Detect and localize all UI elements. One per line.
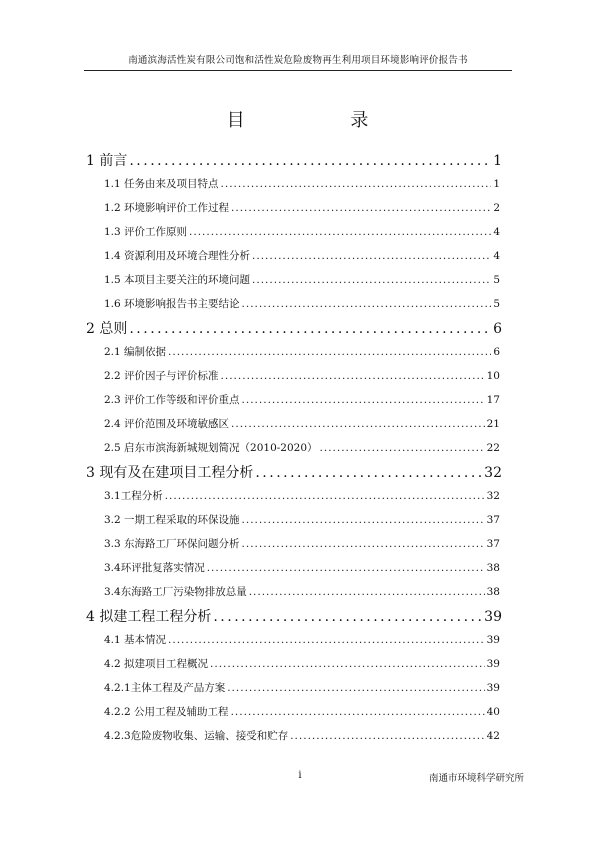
toc-leader-dots bbox=[210, 658, 485, 670]
toc-leader-dots bbox=[290, 730, 484, 742]
toc-leader-dots bbox=[231, 706, 485, 718]
toc-leader-dots bbox=[242, 514, 485, 526]
toc-entry[interactable] bbox=[104, 584, 500, 599]
footer-institution: 南通市环境科学研究所 bbox=[428, 773, 524, 784]
toc-entry[interactable] bbox=[104, 632, 500, 647]
toc-entry[interactable] bbox=[104, 416, 500, 431]
toc-entry[interactable] bbox=[104, 224, 500, 239]
toc-entry[interactable] bbox=[104, 488, 500, 503]
footer-page-number: i bbox=[298, 770, 302, 781]
toc-entry-label: 3.4东海路工厂污染物排放总量 bbox=[104, 586, 247, 598]
toc-entry-page: 39 bbox=[486, 682, 500, 694]
toc-entry-page: 5 bbox=[493, 274, 500, 286]
toc-entry-label: 4.1 基本情况 bbox=[104, 634, 167, 646]
toc-leader-dots bbox=[255, 465, 482, 481]
toc-entry-page: 37 bbox=[486, 538, 500, 550]
toc-entry-label: 3 现有及在建项目工程分析 bbox=[86, 465, 254, 481]
toc-entry-label: 2.3 评价工作等级和评价重点 bbox=[104, 394, 240, 406]
toc-entry-page: 22 bbox=[486, 442, 500, 454]
toc-entry-label: 3.3 东海路工厂环保问题分析 bbox=[104, 538, 240, 550]
toc-entry-label: 2 总则 bbox=[86, 321, 128, 337]
toc-entry-label: 4.2.1主体工程及产品方案 bbox=[104, 682, 226, 694]
toc-entry[interactable] bbox=[104, 368, 500, 383]
toc-entry-page: 4 bbox=[493, 226, 500, 238]
toc-entry-label: 2.4 评价范围及环境敏感区 bbox=[104, 418, 230, 430]
toc-entry-page: 39 bbox=[486, 634, 500, 646]
toc-entry-page: 6 bbox=[493, 346, 500, 358]
toc-entry-page: 21 bbox=[486, 418, 500, 430]
toc-entry[interactable] bbox=[104, 392, 500, 407]
toc-entry-page: 38 bbox=[486, 562, 500, 574]
toc-entry-label: 4 拟建工程工程分析 bbox=[86, 609, 212, 625]
toc-entry-page: 6 bbox=[493, 321, 502, 337]
toc-entry-page: 1 bbox=[493, 178, 500, 190]
toc-entry-page: 32 bbox=[484, 465, 502, 481]
toc-entry-page: 17 bbox=[486, 394, 500, 406]
toc-leader-dots bbox=[231, 202, 491, 214]
toc-entry-page: 40 bbox=[486, 706, 500, 718]
toc-leader-dots bbox=[242, 538, 485, 550]
toc-entry[interactable] bbox=[104, 248, 500, 263]
toc-leader-dots bbox=[242, 394, 485, 406]
toc-leader-dots bbox=[213, 609, 482, 625]
toc-entry-page: 32 bbox=[486, 490, 500, 502]
toc-leader-dots bbox=[129, 153, 491, 169]
toc-entry[interactable] bbox=[104, 344, 500, 359]
toc-entry[interactable] bbox=[86, 150, 502, 170]
toc-leader-dots bbox=[165, 490, 485, 502]
toc-leader-dots bbox=[242, 298, 492, 310]
toc-entry[interactable] bbox=[86, 462, 502, 482]
toc-leader-dots bbox=[227, 682, 484, 694]
toc-leader-dots bbox=[249, 586, 485, 598]
toc-leader-dots bbox=[168, 634, 485, 646]
toc-entry-label: 2.2 评价因子与评价标准 bbox=[104, 370, 219, 382]
toc-entry[interactable] bbox=[104, 560, 500, 575]
toc-entry[interactable] bbox=[86, 318, 502, 338]
toc-entry-page: 10 bbox=[486, 370, 500, 382]
toc-entry[interactable] bbox=[104, 176, 500, 191]
toc-entry-label: 1.2 环境影响评价工作过程 bbox=[104, 202, 230, 214]
toc-entry[interactable] bbox=[104, 200, 500, 215]
toc-leader-dots bbox=[252, 274, 491, 286]
toc-leader-dots bbox=[189, 226, 491, 238]
toc-entry-label: 4.2.3危险废物收集、运输、接受和贮存 bbox=[104, 730, 289, 742]
toc-entry-label: 1.3 评价工作原则 bbox=[104, 226, 188, 238]
toc-entry-page: 1 bbox=[493, 153, 502, 169]
toc-leader-dots bbox=[221, 370, 485, 382]
toc-title: 目 录 bbox=[226, 110, 419, 131]
toc-entry-label: 3.4环评批复落实情况 bbox=[104, 562, 205, 574]
toc-leader-dots bbox=[252, 250, 491, 262]
toc-entry-page: 5 bbox=[493, 298, 500, 310]
toc-entry[interactable] bbox=[104, 680, 500, 695]
toc-entry-page: 42 bbox=[486, 730, 500, 742]
toc-leader-dots bbox=[168, 346, 491, 358]
toc-entry-page: 37 bbox=[486, 514, 500, 526]
toc-entry-label: 1.5 本项目主要关注的环境问题 bbox=[104, 274, 251, 286]
toc-entry-page: 39 bbox=[486, 658, 500, 670]
toc-entry-label: 1.4 资源利用及环境合理性分析 bbox=[104, 250, 251, 262]
running-header: 南通滨海活性炭有限公司饱和活性炭危险废物再生利用项目环境影响评价报告书 bbox=[128, 55, 468, 66]
toc-entry-page: 4 bbox=[493, 250, 500, 262]
toc-entry-label: 4.2.2 公用工程及辅助工程 bbox=[104, 706, 229, 718]
toc-leader-dots bbox=[129, 321, 491, 337]
toc-entry[interactable] bbox=[104, 272, 500, 287]
toc-entry[interactable] bbox=[86, 606, 502, 626]
toc-entry[interactable] bbox=[104, 704, 500, 719]
toc-entry-label: 2.1 编制依据 bbox=[104, 346, 167, 358]
toc-entry[interactable] bbox=[104, 296, 500, 311]
toc-entry-label: 3.1工程分析 bbox=[104, 490, 163, 502]
toc-leader-dots bbox=[320, 442, 485, 454]
toc-entry[interactable] bbox=[104, 656, 500, 671]
toc-entry-label: 2.5 启东市滨海新城规划简况（2010-2020） bbox=[104, 442, 318, 454]
toc-entry-label: 1.1 任务由来及项目特点 bbox=[104, 178, 219, 190]
toc-entry-label: 1 前言 bbox=[86, 153, 128, 169]
toc-entry-page: 38 bbox=[486, 586, 500, 598]
toc-leader-dots bbox=[231, 418, 485, 430]
toc-entry-page: 39 bbox=[484, 609, 502, 625]
toc-entry-page: 2 bbox=[493, 202, 500, 214]
toc-entry[interactable] bbox=[104, 440, 500, 455]
toc-leader-dots bbox=[207, 562, 485, 574]
toc-entry[interactable] bbox=[104, 512, 500, 527]
toc-entry-label: 1.6 环境影响报告书主要结论 bbox=[104, 298, 240, 310]
toc-entry[interactable] bbox=[104, 728, 500, 743]
toc-leader-dots bbox=[221, 178, 492, 190]
toc-entry-label: 4.2 拟建项目工程概况 bbox=[104, 658, 209, 670]
toc-entry[interactable] bbox=[104, 536, 500, 551]
toc-entry-label: 3.2 一期工程采取的环保设施 bbox=[104, 514, 240, 526]
